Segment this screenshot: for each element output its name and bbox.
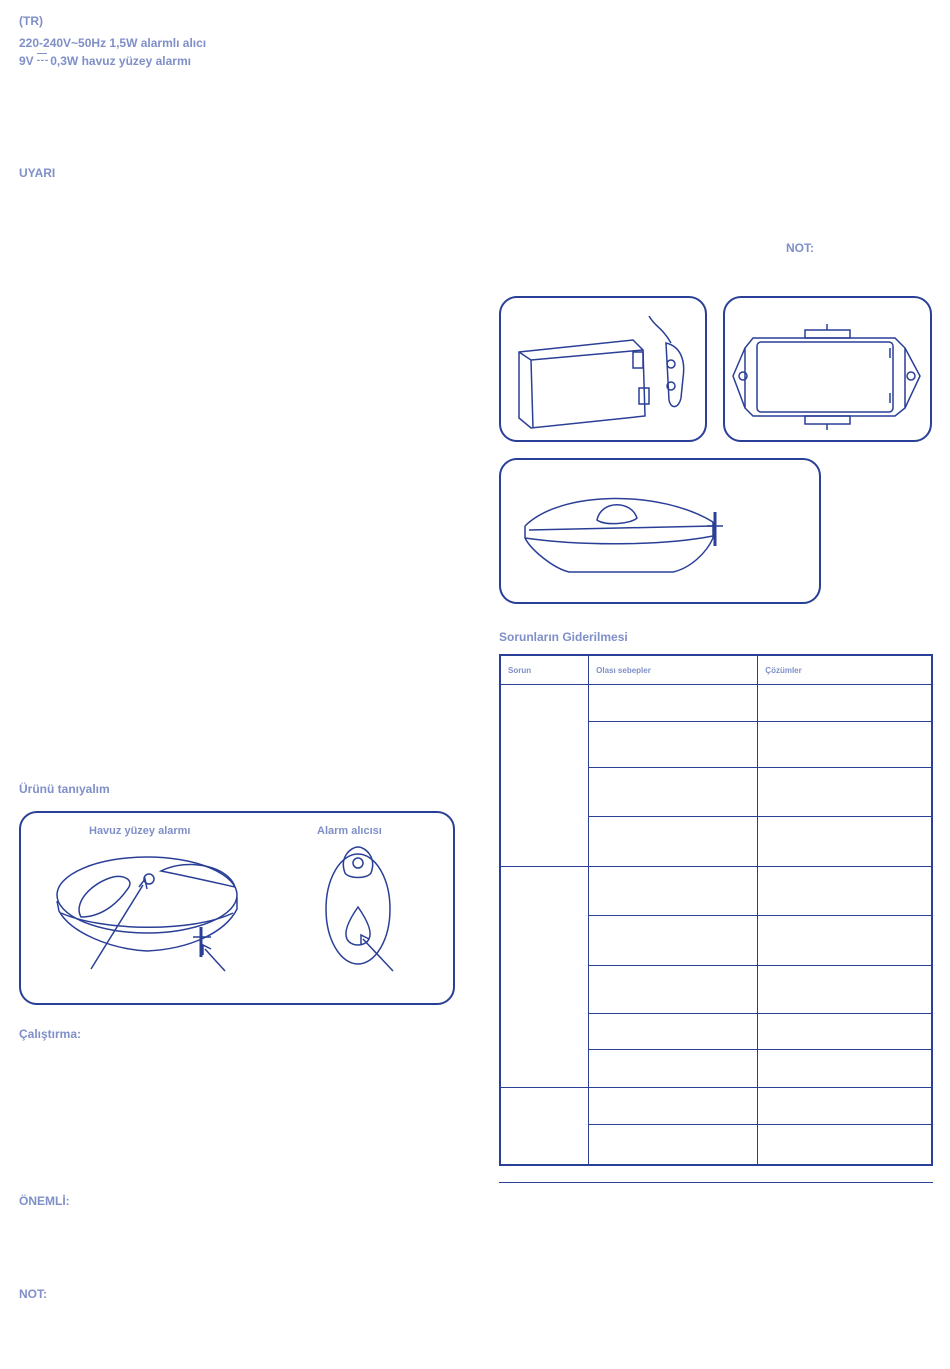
language-code: (TR) <box>19 14 43 28</box>
divider <box>499 1182 933 1183</box>
sensor-spec <box>19 54 191 68</box>
table-row <box>500 867 932 916</box>
sensor-voltage: 9V <box>19 54 34 68</box>
sensor-battery-illustration <box>723 296 932 442</box>
note-bottom-heading: NOT: <box>19 1287 47 1301</box>
table-row <box>500 685 932 722</box>
header-solutions: Çözümler <box>758 655 932 685</box>
problem-cell-3 <box>500 1088 589 1165</box>
product-overview-icons <box>21 813 452 1002</box>
warning-heading: UYARI <box>19 166 56 180</box>
sensor-power: 0,3W havuz yüzey alarmı <box>50 54 191 68</box>
table-header-row <box>500 655 932 685</box>
pool-alarm-label: Havuz yüzey alarmı <box>89 825 191 837</box>
pool-alarm-side-icon <box>501 460 818 601</box>
problem-cell-2 <box>500 867 589 1088</box>
receiver-battery-icon <box>501 298 704 439</box>
header-causes: Olası sebepler <box>589 655 758 685</box>
pool-alarm-side-illustration <box>499 458 821 604</box>
product-intro-heading: Ürünü tanıyalım <box>19 782 110 796</box>
alarm-receiver-icon <box>326 854 390 964</box>
product-overview-panel <box>19 811 455 1005</box>
battery-compartment-icon <box>725 298 929 439</box>
troubleshooting-heading: Sorunların Giderilmesi <box>499 630 628 644</box>
dc-symbol-icon: - - - <box>36 55 48 66</box>
table-row <box>500 1088 932 1125</box>
receiver-spec: 220-240V~50Hz 1,5W alarmlı alıcı <box>19 36 207 50</box>
receiver-back-illustration <box>499 296 707 442</box>
problem-cell-1 <box>500 685 589 867</box>
header-problem: Sorun <box>500 655 589 685</box>
note-top-heading: NOT: <box>786 241 814 255</box>
important-heading: ÖNEMLİ: <box>19 1194 70 1208</box>
receiver-label: Alarm alıcısı <box>317 825 382 837</box>
operation-heading: Çalıştırma: <box>19 1027 82 1041</box>
troubleshooting-table <box>499 654 933 1166</box>
